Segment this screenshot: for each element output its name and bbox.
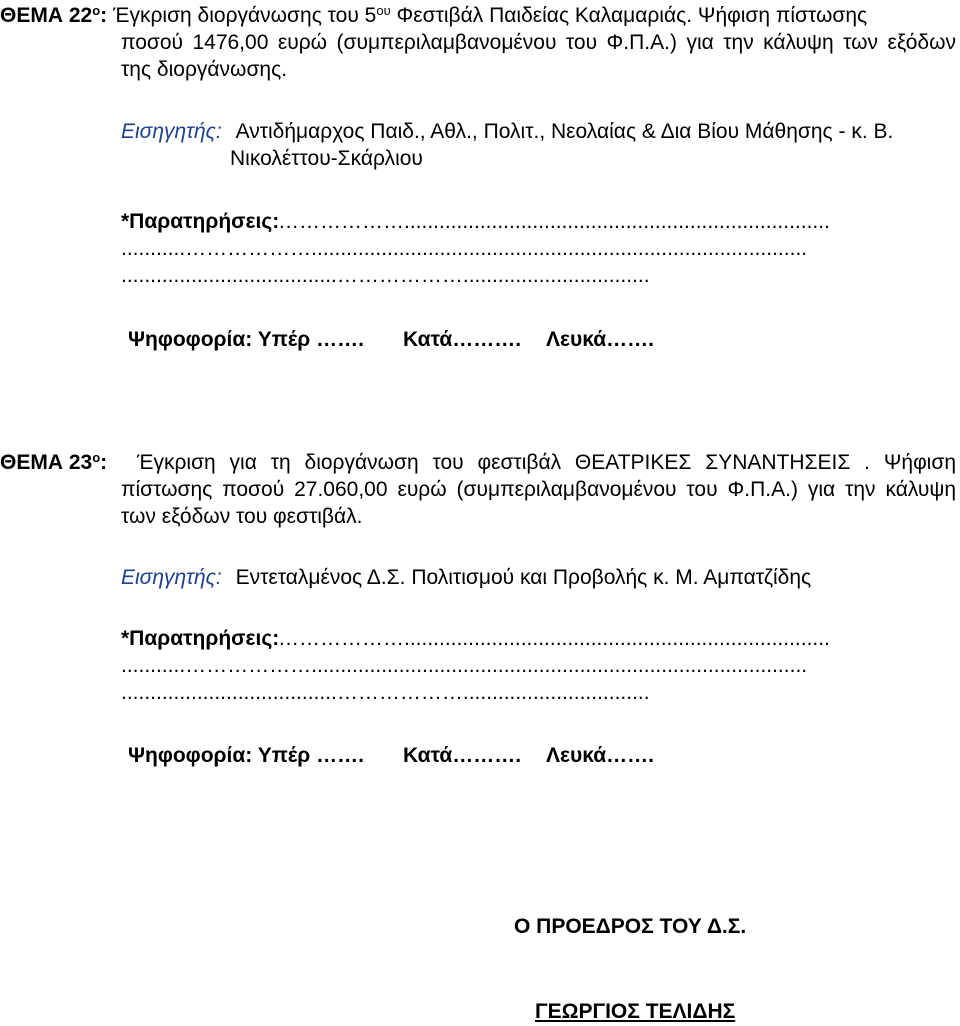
item-22-line-1: [0, 2, 956, 29]
item-22-rapporteur-label: Εισηγητής:: [121, 120, 222, 143]
item-22-title-tail: Φεστιβάλ Παιδείας Καλαμαριάς. Ψήφιση πίστωσης: [390, 4, 868, 27]
item-22-remarks-dots-3: .....................................………………................................: [121, 264, 650, 287]
item-22-vote-against: Κατά……….: [403, 328, 522, 351]
item-22-line-3: της διοργάνωσης.: [121, 58, 288, 81]
signature-name: ΓΕΩΡΓΙΟΣ ΤΕΛΙΔΗΣ: [535, 1000, 736, 1023]
item-22-rapporteur-text: Αντιδήμαρχος Παιδ., Αθλ., Πολιτ., Νεολαίας & Δια Βίου Μάθησης - κ. Β.: [235, 120, 894, 143]
item-23-rapporteur: [121, 564, 811, 591]
item-22-remarks-dots-2: ...........……………….....................................................................................: [121, 237, 808, 260]
item-22-title-start: Έγκριση διοργάνωσης του 5: [107, 4, 377, 27]
item-22-vote-blank: Λευκά…….: [546, 328, 654, 351]
item-22-vote-for: Ψηφοφορία: Υπέρ …….: [128, 328, 364, 351]
item-23-vote-for: Ψηφοφορία: Υπέρ …….: [128, 744, 364, 767]
item-23-colon: :: [100, 451, 108, 474]
signature-title: Ο ΠΡΟΕΔΡΟΣ ΤΟΥ Δ.Σ.: [514, 915, 747, 938]
item-23-ordinal: ο: [92, 450, 101, 465]
item-23-remarks-dots-3: .....................................………………................................: [121, 681, 650, 704]
item-22-colon: :: [100, 4, 108, 27]
item-22-ordinal: ο: [92, 3, 101, 18]
item-23-title-start: Έγκριση για τη διοργάνωση του φεστιβάλ ΘΕΑΤΡΙΚΕΣ ΣΥΝΑΝΤΗΣΕΙΣ . Ψήφιση: [137, 451, 956, 474]
item-22-rapporteur: [121, 118, 893, 145]
item-22-label: ΘΕΜΑ 22: [0, 4, 93, 27]
item-23-vote-against: Κατά……….: [403, 744, 522, 767]
item-22-remarks-dots-1: ……………….........................................................................: [278, 210, 830, 233]
item-23-line-3: των εξόδων του φεστιβάλ.: [121, 505, 363, 528]
item-22-title-sup: ου: [376, 3, 391, 18]
item-22-remarks-label: *Παρατηρήσεις:: [121, 210, 280, 233]
item-23-rapporteur-text: Εντεταλμένος Δ.Σ. Πολιτισμού και Προβολής κ. Μ. Αμπατζίδης: [235, 566, 812, 589]
item-23-remarks-dots-2: ...........……………….....................................................................................: [121, 654, 808, 677]
item-23-remarks-dots-1: ……………….........................................................................: [278, 627, 830, 650]
item-23-remarks-label: *Παρατηρήσεις:: [121, 627, 280, 650]
item-22-rapporteur-cont: Νικολέττου-Σκάρλιου: [230, 147, 423, 170]
item-23-rapporteur-label: Εισηγητής:: [121, 566, 222, 589]
item-22-line-2: ποσού 1476,00 ευρώ (συμπεριλαμβανομένου του Φ.Π.Α.) για την κάλυψη των εξόδων: [121, 31, 956, 54]
item-23-line-2: πίστωσης ποσού 27.060,00 ευρώ (συμπεριλαμβανομένου του Φ.Π.Α.) για την κάλυψη: [121, 478, 956, 501]
item-23-label: ΘΕΜΑ 23: [0, 451, 93, 474]
item-23-vote-blank: Λευκά…….: [546, 744, 654, 767]
